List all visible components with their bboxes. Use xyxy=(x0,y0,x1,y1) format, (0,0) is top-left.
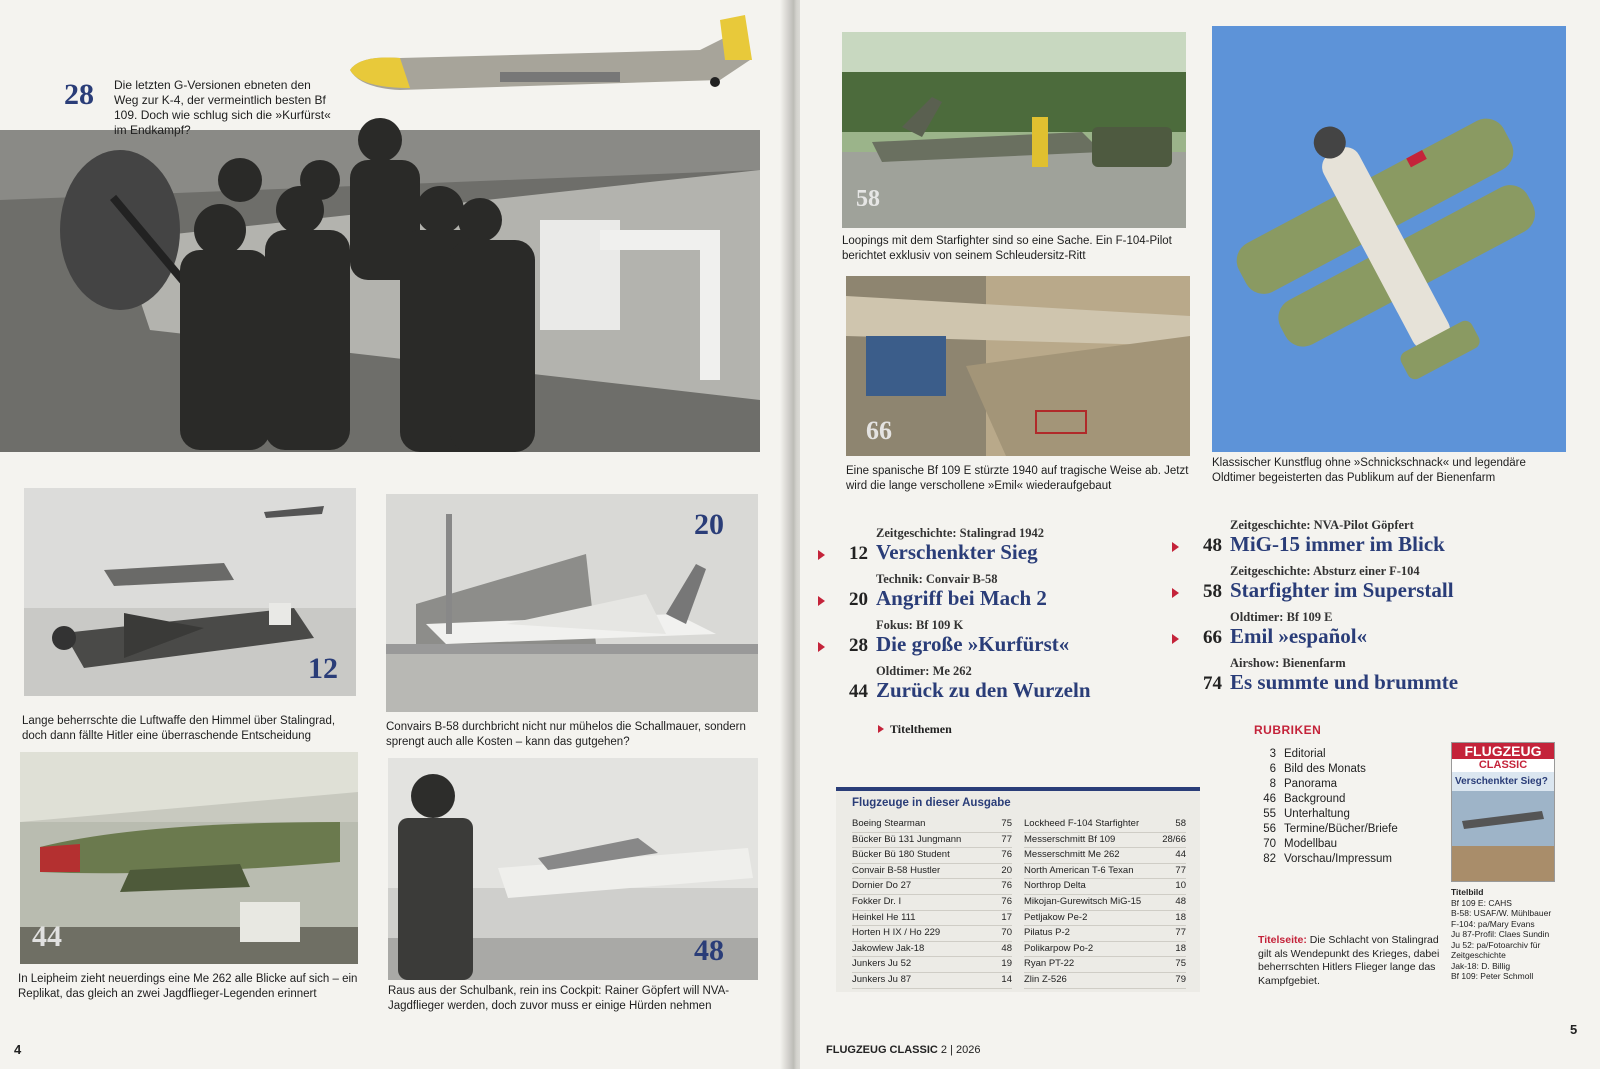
aircraft-page: 77 xyxy=(1175,864,1186,876)
aircraft-name: Messerschmitt Me 262 xyxy=(1024,849,1120,861)
cover-logo-line1: FLUGZEUG xyxy=(1452,743,1554,759)
aircraft-page: 77 xyxy=(1175,927,1186,939)
aircraft-page: 75 xyxy=(1175,958,1186,970)
aircraft-name: Boeing Stearman xyxy=(852,818,926,829)
photo-20-number[interactable]: 20 xyxy=(694,508,724,541)
photo-20-caption: Convairs B-58 durchbricht nicht nur mühelos die Schallmauer, sondern sprengt auch alle Kosten – kann das gutgehen? xyxy=(386,721,746,748)
photo-48-caption: Raus aus der Schulbank, rein ins Cockpit: Rainer Göpfert will NVA-Jagdflieger werden, doch zuvor muss er einige Hürden nehmen xyxy=(388,985,730,1012)
aircraft-page: 10 xyxy=(1175,880,1186,892)
rubrik-page: 8 xyxy=(1269,778,1276,790)
aircraft-index-row xyxy=(1024,864,1186,880)
cover-credit: F-104: pa/Mary Evans xyxy=(1451,918,1535,929)
aircraft-index-row xyxy=(1024,879,1186,895)
hero-caption: Die letzten G-Versionen ebneten den Weg zur K-4, der vermeintlich besten Bf 109. Doch wie schlug sich die »Kurfürst« im Endkampf? xyxy=(114,78,331,137)
cover-headline: Verschenkter Sieg? xyxy=(1452,772,1554,791)
aircraft-index-row xyxy=(852,911,1012,927)
photo-bienenfarm-biplane xyxy=(1212,26,1566,452)
hero-photo-bf109 xyxy=(0,0,760,452)
aircraft-index xyxy=(836,787,1200,992)
aircraft-page: 77 xyxy=(1001,833,1012,845)
rubrik-label: Bild des Monats xyxy=(1284,763,1366,775)
rubrik-item[interactable] xyxy=(1254,852,1398,867)
rubrik-item[interactable] xyxy=(1254,807,1398,822)
rubrik-label: Panorama xyxy=(1284,778,1338,790)
rubrik-label: Modellbau xyxy=(1284,838,1338,850)
feature-kicker: Oldtimer: Me 262 xyxy=(876,664,972,678)
feature-kicker: Technik: Convair B-58 xyxy=(876,572,998,586)
aircraft-name: Junkers Ju 87 xyxy=(852,973,912,985)
rubrik-label: Unterhaltung xyxy=(1284,808,1350,820)
rubrik-page: 6 xyxy=(1269,763,1276,775)
feature-kicker: Zeitgeschichte: Stalingrad 1942 xyxy=(876,526,1045,540)
feature-page: 74 xyxy=(1203,673,1222,694)
aircraft-index-title: Flugzeuge in dieser Ausgabe xyxy=(852,797,1011,809)
feature-page: 28 xyxy=(849,635,868,656)
aircraft-name: Messerschmitt Bf 109 xyxy=(1024,833,1116,845)
photo-58-caption: Loopings mit dem Starfighter sind so eine Sache. Ein F-104-Pilot berichtet exklusiv von seinem Schleudersitz-Ritt xyxy=(842,235,1172,262)
aircraft-name: Zlin Z-526 xyxy=(1024,973,1067,985)
aircraft-page: 44 xyxy=(1175,849,1186,861)
feature-page: 58 xyxy=(1203,581,1222,602)
aircraft-index-row xyxy=(1024,895,1186,911)
rubrik-page: 3 xyxy=(1269,748,1276,760)
aircraft-index-row xyxy=(1024,926,1186,942)
rubrik-page: 55 xyxy=(1263,808,1276,820)
feature-title: Verschenkter Sieg xyxy=(876,540,1038,564)
aircraft-index-row xyxy=(852,895,1012,911)
left-page xyxy=(0,0,790,1069)
aircraft-index-row xyxy=(852,817,1012,833)
cover-image xyxy=(1452,791,1555,881)
right-page-number: 5 xyxy=(1570,1022,1578,1037)
aircraft-page: 58 xyxy=(1175,818,1186,829)
cover-credit: Jak-18: D. Billig xyxy=(1451,960,1511,971)
feature-title: MiG-15 immer im Blick xyxy=(1230,532,1445,556)
rubrik-label: Background xyxy=(1284,793,1346,805)
aircraft-page: 14 xyxy=(1001,973,1012,985)
feature-kicker: Zeitgeschichte: Absturz einer F-104 xyxy=(1230,564,1420,578)
feature-page: 20 xyxy=(849,589,868,610)
feature-title: Starfighter im Superstall xyxy=(1230,578,1454,602)
photo-emil-restoration xyxy=(846,276,1190,456)
hero-page-number[interactable]: 28 xyxy=(64,78,94,111)
rubrik-page: 70 xyxy=(1263,838,1276,850)
aircraft-name: Polikarpow Po-2 xyxy=(1024,942,1094,954)
footer-issue: 2 | 2026 xyxy=(940,1044,981,1056)
aircraft-index-row xyxy=(1024,942,1186,958)
aircraft-page: 79 xyxy=(1175,973,1186,985)
legend-label: Titelthemen xyxy=(890,722,952,736)
aircraft-index-row xyxy=(1024,833,1186,849)
cover-credits xyxy=(1451,887,1571,982)
aircraft-index-row xyxy=(852,864,1012,880)
aircraft-page: 76 xyxy=(1001,880,1012,892)
aircraft-name: Junkers Ju 52 xyxy=(852,958,912,970)
cover-credits-heading: Titelbild xyxy=(1451,887,1484,897)
aircraft-page: 70 xyxy=(1001,927,1012,939)
aircraft-name: Northrop Delta xyxy=(1024,880,1086,892)
footer-magazine-name: FLUGZEUG CLASSIC xyxy=(826,1044,938,1056)
aircraft-index-row xyxy=(1024,973,1186,989)
aircraft-name: Pilatus P-2 xyxy=(1024,927,1070,939)
aircraft-page: 76 xyxy=(1001,849,1012,861)
aircraft-name: Petljakow Pe-2 xyxy=(1024,911,1088,923)
aircraft-name: Jakowlew Jak-18 xyxy=(852,942,925,954)
aircraft-name: Bücker Bü 131 Jungmann xyxy=(852,833,962,845)
rubrik-item[interactable] xyxy=(1254,777,1398,792)
aircraft-page: 75 xyxy=(1001,818,1012,829)
aircraft-index-col2 xyxy=(1024,817,1186,989)
cover-thumbnail[interactable] xyxy=(1451,742,1555,882)
photo-48-number[interactable]: 48 xyxy=(694,934,724,967)
aircraft-index-col1 xyxy=(852,817,1012,989)
aircraft-index-row xyxy=(852,942,1012,958)
rubrik-item[interactable] xyxy=(1254,762,1398,777)
left-page-number: 4 xyxy=(14,1042,22,1057)
titelseite-note xyxy=(1258,934,1448,988)
titelthemen-legend xyxy=(878,722,952,737)
feature-page: 12 xyxy=(849,543,868,564)
aircraft-page: 28/66 xyxy=(1162,833,1186,845)
cover-credits-list xyxy=(1451,898,1571,982)
photo-44-caption: In Leipheim zieht neuerdings eine Me 262 alle Blicke auf sich – ein Replikat, das gleich an zwei Jagdflieger-Legenden erinnert xyxy=(18,973,358,1000)
rubrik-label: Vorschau/Impressum xyxy=(1284,853,1393,865)
aircraft-index-row xyxy=(1024,848,1186,864)
feature-kicker: Fokus: Bf 109 K xyxy=(876,618,964,632)
aircraft-index-row xyxy=(1024,911,1186,927)
aircraft-page: 18 xyxy=(1175,911,1186,923)
aircraft-index-row xyxy=(852,833,1012,849)
photo-12-caption: Lange beherrschte die Luftwaffe den Himmel über Stalingrad, doch dann fällte Hitler eine überraschende Entscheidung xyxy=(22,715,336,742)
aircraft-index-row xyxy=(1024,957,1186,973)
feature-kicker: Oldtimer: Bf 109 E xyxy=(1230,610,1333,624)
cover-credit: Bf 109: Peter Schmoll xyxy=(1451,971,1534,981)
feature-kicker: Airshow: Bienenfarm xyxy=(1230,656,1346,670)
aircraft-name: Lockheed F-104 Starfighter xyxy=(1024,818,1140,829)
aircraft-page: 20 xyxy=(1001,864,1012,876)
feature-title: Es summte und brummte xyxy=(1230,670,1459,694)
rubrik-page: 56 xyxy=(1263,823,1276,835)
photo-66-caption: Eine spanische Bf 109 E stürzte 1940 auf tragische Weise ab. Jetzt wird die lange verschollene »Emil« wiederaufgebaut xyxy=(846,465,1189,492)
cover-logo-line2: CLASSIC xyxy=(1452,759,1554,772)
footer-magazine xyxy=(826,1044,980,1056)
rubrik-item[interactable] xyxy=(1254,822,1398,837)
photo-starfighter xyxy=(842,32,1186,228)
photo-stalingrad xyxy=(24,488,356,696)
rubrik-page: 82 xyxy=(1263,853,1276,865)
aircraft-page: 48 xyxy=(1175,895,1186,907)
feature-page: 48 xyxy=(1203,535,1222,556)
rubrik-item[interactable] xyxy=(1254,792,1398,807)
aircraft-index-row xyxy=(852,848,1012,864)
rubrik-label: Editorial xyxy=(1284,748,1326,760)
rubrik-item[interactable] xyxy=(1254,747,1398,762)
photo-12-number[interactable]: 12 xyxy=(308,652,338,685)
aircraft-name: Ryan PT-22 xyxy=(1024,958,1075,970)
cover-credit: B-58: USAF/W. Mühlbauer xyxy=(1451,908,1552,918)
aircraft-name: North American T-6 Texan xyxy=(1024,864,1134,876)
feature-kicker: Zeitgeschichte: NVA-Pilot Göpfert xyxy=(1230,518,1414,532)
feature-title: Zurück zu den Wurzeln xyxy=(876,678,1091,702)
aircraft-page: 18 xyxy=(1175,942,1186,954)
aircraft-page: 76 xyxy=(1001,895,1012,907)
rubriken-list xyxy=(1254,747,1398,867)
rubrik-item[interactable] xyxy=(1254,837,1398,852)
aircraft-index-row xyxy=(852,879,1012,895)
aircraft-name: Mikojan-Gurewitsch MiG-15 xyxy=(1024,895,1142,907)
photo-66-number[interactable]: 66 xyxy=(866,416,892,445)
photo-me262 xyxy=(20,752,358,964)
rubriken-title: RUBRIKEN xyxy=(1254,723,1322,737)
aircraft-index-row xyxy=(852,926,1012,942)
cover-credit: Bf 109 E: CAHS xyxy=(1451,897,1512,908)
feature-title: Emil »español« xyxy=(1230,624,1368,648)
aircraft-name: Convair B-58 Hustler xyxy=(852,864,941,876)
aircraft-name: Fokker Dr. I xyxy=(852,895,902,907)
aircraft-page: 19 xyxy=(1001,958,1012,970)
aircraft-name: Heinkel He 111 xyxy=(852,911,916,923)
titelseite-text: Die Schlacht von Stalingrad gilt als Wendepunkt des Krieges, dabei beherrschten Hitlers Flieger lange das Kampfgebiet. xyxy=(1258,934,1440,987)
titelthema-marker xyxy=(878,725,884,733)
rubrik-page: 46 xyxy=(1263,793,1276,805)
feature-page: 44 xyxy=(849,681,868,702)
feature-page: 66 xyxy=(1203,627,1222,648)
cover-credit: Ju 52: pa/Fotoarchiv für Zeitgeschichte xyxy=(1451,939,1541,960)
photo-bienenfarm-caption: Klassischer Kunstflug ohne »Schnickschnack« und legendäre Oldtimer begeisterten das Publikum auf der Bienenfarm xyxy=(1212,457,1526,484)
aircraft-index-row xyxy=(1024,817,1186,833)
aircraft-index-row xyxy=(852,973,1012,989)
cover-credit: Ju 87-Profil: Claes Sundin xyxy=(1451,929,1550,939)
aircraft-page: 48 xyxy=(1001,942,1012,954)
feature-title: Die große »Kurfürst« xyxy=(876,632,1070,656)
photo-44-number[interactable]: 44 xyxy=(32,920,62,953)
photo-58-number[interactable]: 58 xyxy=(856,186,880,212)
rubrik-label: Termine/Bücher/Briefe xyxy=(1284,823,1398,835)
aircraft-page: 17 xyxy=(1001,911,1012,923)
aircraft-name: Bücker Bü 180 Student xyxy=(852,849,950,861)
titelseite-label: Titelseite: xyxy=(1258,934,1307,946)
aircraft-name: Horten H IX / Ho 229 xyxy=(852,927,941,939)
aircraft-index-row xyxy=(852,957,1012,973)
feature-title: Angriff bei Mach 2 xyxy=(876,586,1047,610)
aircraft-name: Dornier Do 27 xyxy=(852,880,912,892)
